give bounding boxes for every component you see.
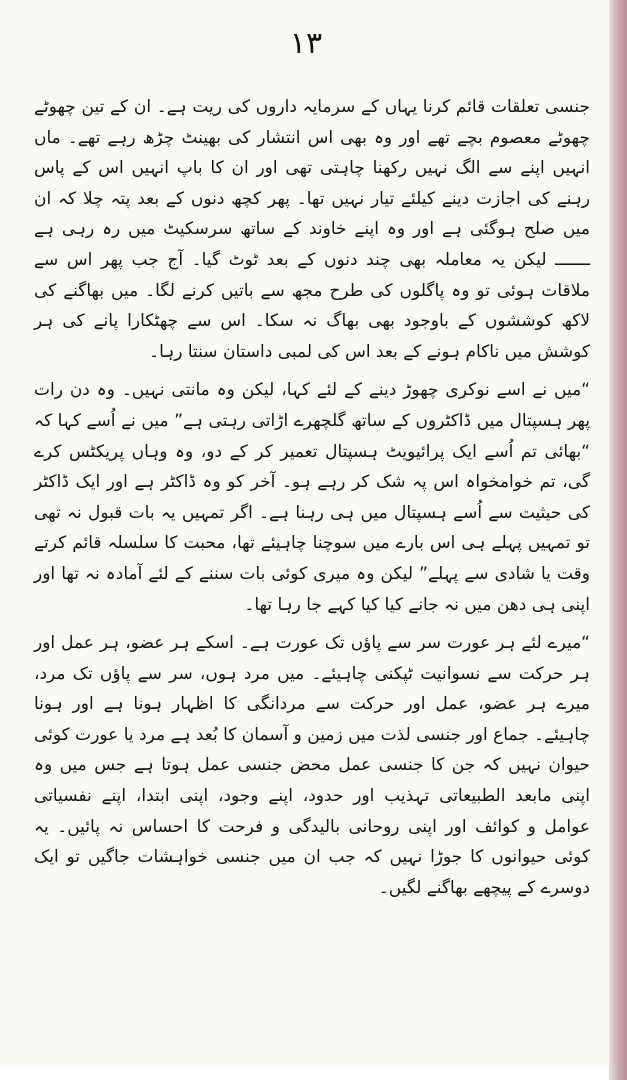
page-text xyxy=(34,92,590,909)
paragraph-2: “میں نے اسے نوکری چھوڑ دینے کے لئے کہا، لیکن وہ مانتی نہیں۔ وہ دن رات پھر ہسپتال میں ڈاکٹروں کے ساتھ گلچھرے اڑاتی رہتی ہے” میں نے اُسے کہا کہ “بھائی تم اُسے ایک پرائیویٹ ہسپتال تعمیر کر کے دو، وہ وہاں پریکٹس کرے گی، تم خوامخواہ اس پہ شک کر رہے ہو۔ آخر کو وہ ڈاکٹر ہے اور ایک ڈاکٹر کی حیثیت سے اُسے ہسپتال میں ہی رہنا ہے۔ اگر تمہیں یہ بات قبول نہ تھی تو تمہیں پہلے ہی اس بارے میں سوچنا چاہیئے تھا، محبت کا سلسلہ قائم کرتے وقت یا شادی سے پہلے” لیکن وہ میری کوئی بات سننے کے لئے آمادہ نہ تھا اور اپنی ہی دھن میں نہ جانے کیا کیا کہے جا رہا تھا۔ xyxy=(34,380,590,615)
page-edge-shadow xyxy=(609,0,627,1080)
page-number: ۱۳ xyxy=(289,26,323,61)
paragraph-3: “میرے لئے ہر عورت سر سے پاؤں تک عورت ہے۔ اسکے ہر عضو، ہر عمل اور ہر حرکت سے نسوانیت ٹپکنی چاہیئے۔ میں مرد ہوں، سر سے پاؤں تک مرد، میرے ہر عضو، عمل اور حرکت سے مردانگی کا اظہار ہونا ہے اور ہونا چاہیئے۔ جماع اور جنسی لذت میں زمین و آسمان کا بُعد ہے مرد یا عورت کوئی حیوان نہیں کہ جن کا جنسی عمل محض جنسی عمل ہوتا ہے جس میں وہ اپنی مابعد الطبیعاتی تہذیب اور حدود، اپنے وجود، اپنی ابتدا، اپنے نفسیاتی عوامل و کوائف اور اپنی روحانی بالیدگی و فرحت کا احساس نہ پائیں۔ یہ کوئی حیوانوں کا جوڑا نہیں کہ جب ان میں جنسی خواہشات جاگیں تو ایک دوسرے کے پیچھے بھاگنے لگیں۔ xyxy=(34,633,590,898)
paragraph-1: جنسی تعلقات قائم کرنا یہاں کے سرمایہ داروں کی ریت ہے۔ ان کے تین چھوٹے چھوٹے معصوم بچے تھے اور وہ بھی اس انتشار کی بھینٹ چڑھ رہے تھے۔ ماں انہیں اپنے سے الگ نہیں رکھنا چاہتی تھی اور ان کا باپ انہیں اس کے پاس رہنے کی اجازت دینے کیلئے تیار نہیں تھا۔ پھر کچھ دنوں کے بعد پتہ چلا کہ ان میں صلح ہوگئی ہے اور وہ اپنے خاوند کے ساتھ سرسکیٹ میں رہ رہی ہے ـــــــ لیکن یہ معاملہ بھی چند دنوں کے بعد ٹوٹ گیا۔ آج جب پھر اس سے ملاقات ہوئی تو وہ پاگلوں کی طرح مجھ سے باتیں کرنے لگا۔ میں بھاگنے کی لاکھ کوششوں کے باوجود بھی بھاگ نہ سکا۔ اس سے چھٹکارا پانے کی ہر کوشش میں ناکام ہونے کے بعد اس کی لمبی داستان سنتا رہا۔ xyxy=(34,97,590,362)
